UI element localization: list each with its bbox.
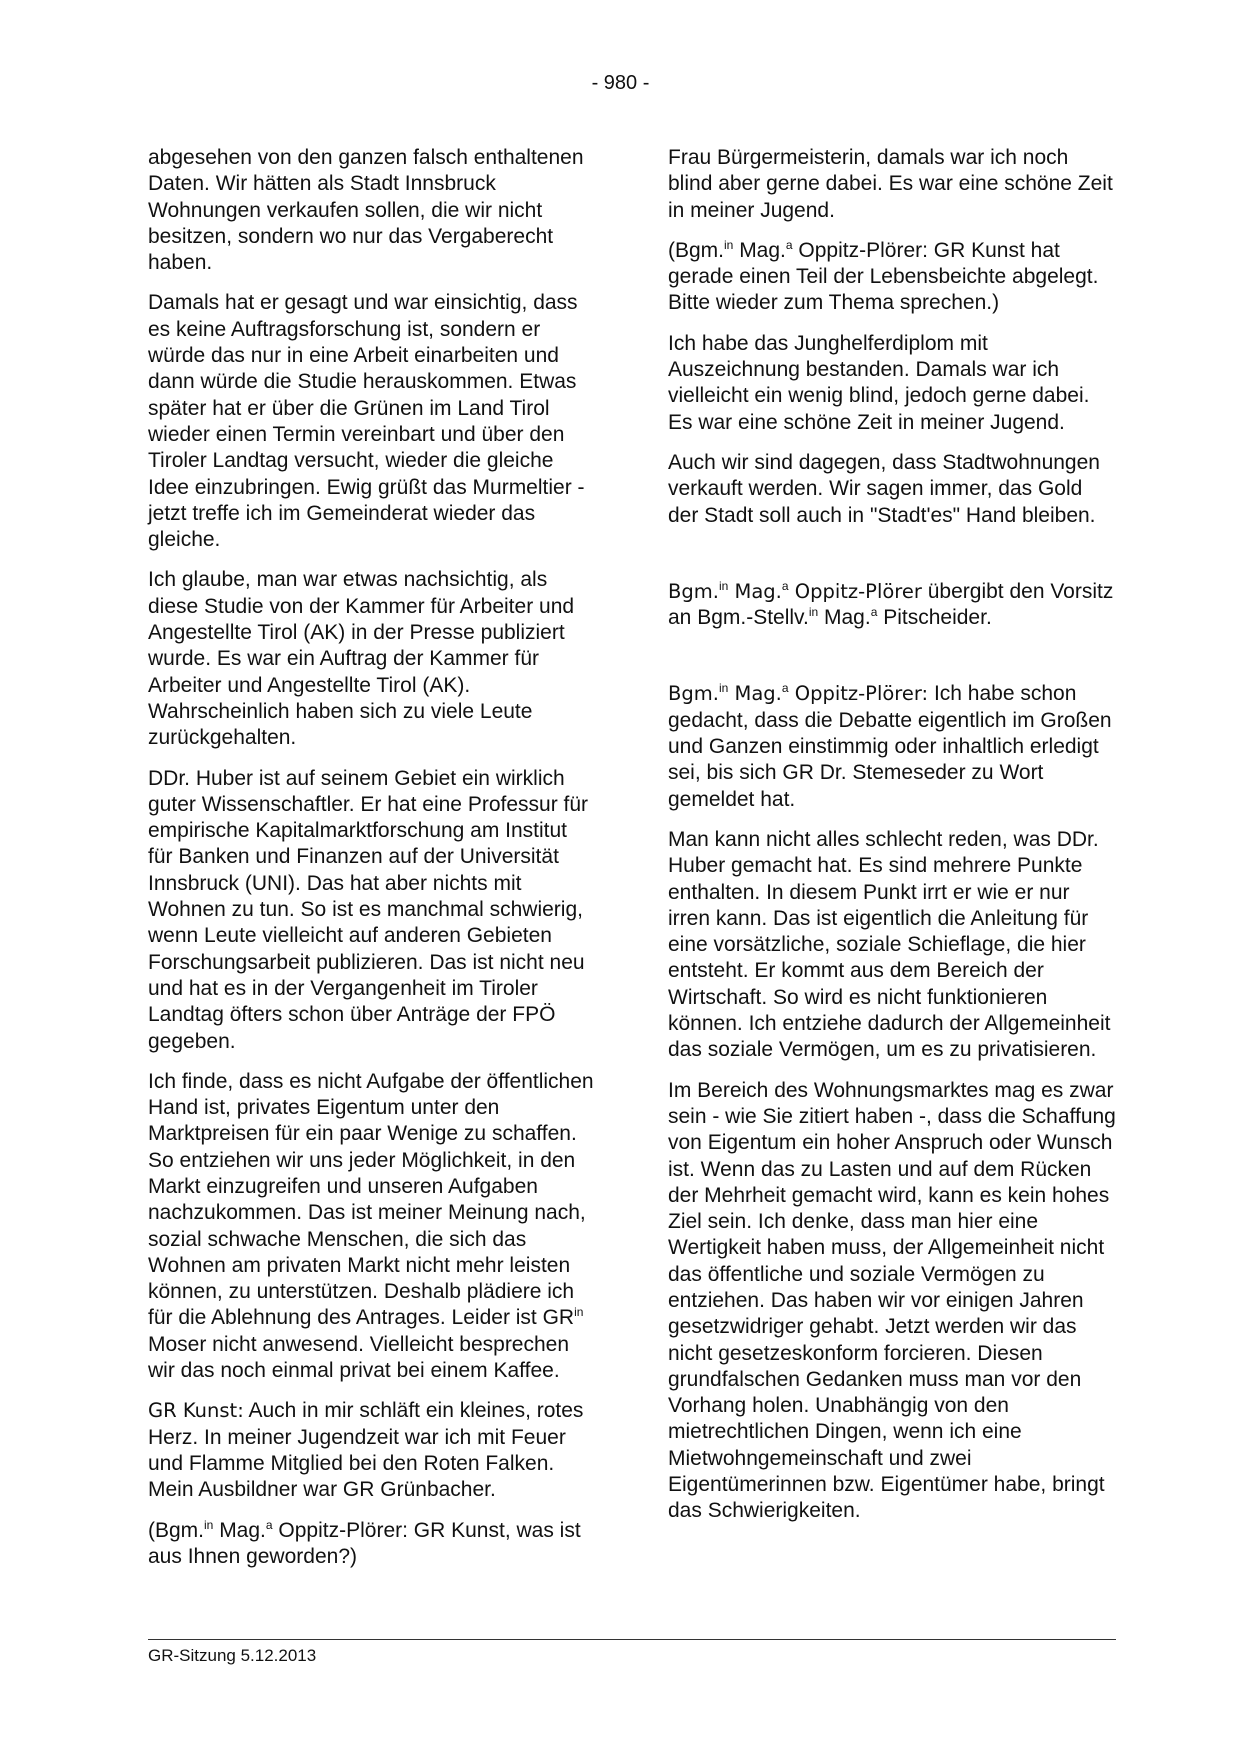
text-run: Pitscheider. bbox=[877, 606, 992, 630]
speaker-name: Bgm. bbox=[668, 682, 719, 706]
superscript: a bbox=[781, 578, 789, 593]
superscript: in bbox=[808, 605, 819, 620]
superscript: in bbox=[574, 1305, 584, 1320]
text-run: (Bgm. bbox=[668, 238, 725, 262]
spacer bbox=[668, 543, 1116, 579]
text-run: Oppitz-Plörer: GR Kunst hat gerade einen Teil der Lebensbeichte abgelegt. Bitte wieder zum Thema sprechen.) bbox=[668, 238, 1099, 315]
speaker-name: Mag. bbox=[728, 579, 782, 603]
superscript: in bbox=[204, 1517, 214, 1532]
paragraph bbox=[148, 1069, 596, 1385]
speaker-name: Oppitz-Plörer bbox=[788, 579, 922, 603]
text-run: Auch in mir schläft ein kleines, rotes Herz. In meiner Jugendzeit war ich mit Feuer und Flamme Mitglied bei den Roten Falken. Mein Ausbildner war GR Grünbacher. bbox=[148, 1399, 584, 1502]
left-column bbox=[148, 145, 596, 1584]
interjection bbox=[668, 238, 1116, 317]
paragraph: Auch wir sind dagegen, dass Stadtwohnungen verkauft werden. Wir sagen immer, das Gold der Stadt soll auch in "Stadt'es" Hand bleiben. bbox=[668, 450, 1100, 527]
superscript: a bbox=[265, 1517, 273, 1532]
text-run: Moser nicht anwesend. Vielleicht besprechen wir das noch einmal privat bei einem Kaffee. bbox=[148, 1332, 570, 1383]
paragraph: Frau Bürgermeisterin, damals war ich noch blind aber gerne dabei. Es war eine schöne Zeit in meiner Jugend. bbox=[668, 146, 1113, 222]
superscript: in bbox=[718, 578, 729, 593]
paragraph: abgesehen von den ganzen falsch enthaltenen Daten. Wir hätten als Stadt Innsbruck Wohnungen verkaufen sollen, die wir nicht besitzen, sondern wo nur das Vergaberecht haben. bbox=[148, 146, 584, 275]
page-number: - 980 - bbox=[591, 72, 650, 94]
superscript: in bbox=[724, 237, 734, 252]
interjection bbox=[148, 1518, 596, 1571]
text-run: Mag. bbox=[818, 606, 871, 630]
footer-session-date: GR-Sitzung 5.12.2013 bbox=[148, 1646, 317, 1665]
footer-divider bbox=[148, 1639, 1116, 1640]
speaker-name: GR Kunst: bbox=[148, 1399, 244, 1423]
paragraph bbox=[148, 1398, 596, 1503]
text-run: übergibt den Vorsitz an Bgm.-Stellv. bbox=[668, 579, 1114, 630]
paragraph: Ich habe das Junghelferdiplom mit Auszeichnung bestanden. Damals war ich vielleicht ein wenig blind, jedoch gerne dabei. Es war eine schöne Zeit in meiner Jugend. bbox=[668, 331, 1090, 434]
text-run: Mag. bbox=[213, 1518, 266, 1542]
paragraph: Man kann nicht alles schlecht reden, was DDr. Huber gemacht hat. Es sind mehrere Punkte enthalten. In diesem Punkt irrt er wie er nur irren kann. Das ist eigentlich die Anleitung für eine vorsätzliche, soziale Schieflage, die hier entsteht. Er kommt aus dem Bereich der Wirtschaft. So wird es nicht funktionieren können. Ich entziehe dadurch der Allgemeinheit das soziale Vermögen, um es zu privatisieren. bbox=[668, 827, 1111, 1062]
text-run: Ich habe schon gedacht, dass die Debatte eigentlich im Großen und Ganzen einstimmig oder inhaltlich erledigt sei, bis sich GR Dr. Stemeseder zu Wort gemeldet hat. bbox=[668, 682, 1112, 811]
paragraph: Damals hat er gesagt und war einsichtig, dass es keine Auftragsforschung ist, sondern er würde das nur in eine Arbeit einarbeiten und dann würde die Studie herauskommen. Etwas später hat er über die Grünen im Land Tirol wieder einen Termin vereinbart und über den Tiroler Landtag versucht, wieder die gleiche Idee einzubringen. Ewig grüßt das Murmeltier - jetzt treffe ich im Gemeinderat wieder das gleiche. bbox=[148, 291, 585, 552]
superscript: a bbox=[870, 605, 878, 620]
paragraph: DDr. Huber ist auf seinem Gebiet ein wirklich guter Wissenschaftler. Er hat eine Professur für empirische Kapitalmarktforschung am Institut für Banken und Finanzen auf der Universität Innsbruck (UNI). Das hat aber nichts mit Wohnen zu tun. So ist es manchmal schwierig, wenn Leute vielleicht auf anderen Gebieten Forschungsarbeit publizieren. Das ist nicht neu und hat es in der Vergangenheit im Tiroler Landtag öfters schon über Anträge der FPÖ gegeben. bbox=[148, 766, 589, 1053]
superscript: a bbox=[785, 237, 793, 252]
paragraph: Ich glaube, man war etwas nachsichtig, als diese Studie von der Kammer für Arbeiter und Angestellte Tirol (AK) in der Presse publiziert wurde. Es war ein Auftrag der Kammer für Arbeiter und Angestellte Tirol (AK). Wahrscheinlich haben sich zu viele Leute zurückgehalten. bbox=[148, 568, 575, 750]
superscript: in bbox=[718, 681, 729, 696]
speaker-name: Bgm. bbox=[668, 579, 719, 603]
superscript: a bbox=[781, 681, 789, 696]
text-run: Mag. bbox=[733, 238, 786, 262]
text-run: (Bgm. bbox=[148, 1518, 205, 1542]
text-run: Ich finde, dass es nicht Aufgabe der öffentlichen Hand ist, privates Eigentum unter den Marktpreisen für ein paar Wenige zu schaffen. So entziehen wir uns jeder Möglichkeit, in den Markt einzugreifen und unseren Aufgaben nachzukommen. Das ist meiner Meinung nach, sozial schwache Menschen, die sich das Wohnen am privaten Markt nicht mehr leisten können, zu unterstützen. Deshalb plädiere ich für die Ablehnung des Antrages. Leider ist GR bbox=[148, 1069, 594, 1330]
speaker-name: Mag. bbox=[728, 682, 782, 706]
right-column bbox=[668, 145, 1116, 1539]
speaker-name: Oppitz-Plörer: bbox=[788, 682, 929, 706]
paragraph bbox=[668, 681, 1116, 812]
chair-change-note bbox=[668, 579, 1116, 632]
paragraph: Im Bereich des Wohnungsmarktes mag es zwar sein - wie Sie zitiert haben -, dass die Schaffung von Eigentum ein hoher Anspruch oder Wunsch ist. Wenn das zu Lasten und auf dem Rücken der Mehrheit gemacht wird, kann es kein hohes Ziel sein. Ich denke, dass man hier eine Wertigkeit haben muss, der Allgemeinheit nicht das öffentliche und soziale Vermögen zu entziehen. Das haben wir vor einigen Jahren gesetzwidriger gehabt. Jetzt werden wir das nicht gesetzeskonform forcieren. Diesen grundfalschen Gedanken muss man vor den Vorhang holen. Unabhängig von den mietrechtlichen Dingen, wenn ich eine Mietwohngemeinschaft und zwei Eigentümerinnen bzw. Eigentümer habe, bringt das Schwierigkeiten. bbox=[668, 1078, 1116, 1523]
spacer bbox=[668, 645, 1116, 681]
text-run: Oppitz-Plörer: GR Kunst, was ist aus Ihnen geworden?) bbox=[148, 1518, 581, 1568]
